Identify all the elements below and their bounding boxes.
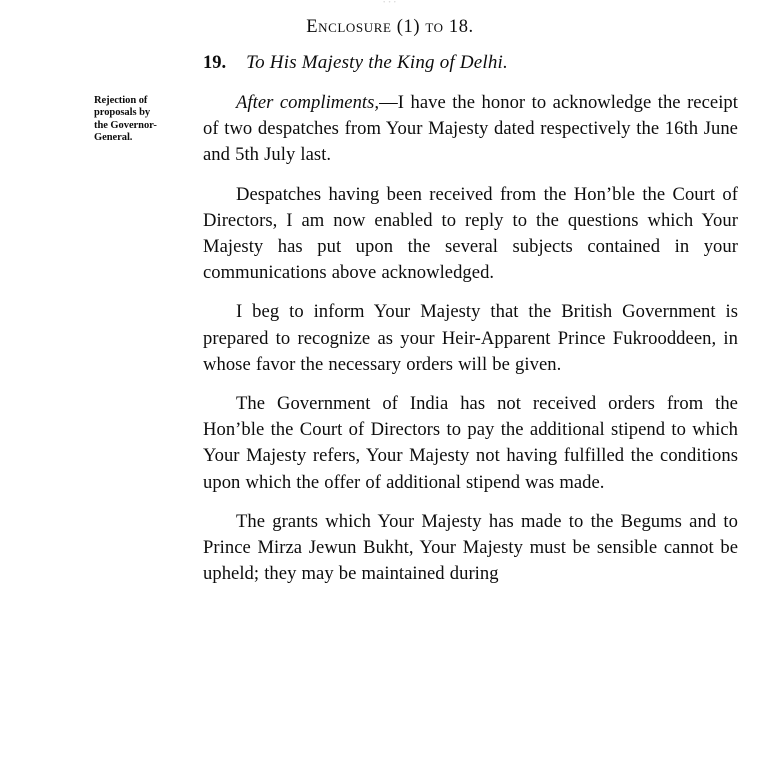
running-head-mark: ···	[382, 0, 398, 9]
paragraph	[203, 391, 738, 496]
section-number: 19.	[203, 53, 227, 73]
salutation-addressee: To His Majesty the King of Delhi.	[246, 52, 508, 73]
paragraph-text: The grants which Your Majesty has made to the Begums and to Prince Mirza Jewun Bukht, Your Majesty must be sensible cannot be upheld; they may be maintained during	[203, 510, 738, 585]
paragraph	[203, 509, 738, 588]
margin-note-line-2: proposals by	[94, 107, 151, 119]
paragraph-text: —I have the honor to acknowledge the receipt of two despatches from Your Majesty dated respectively the 16th June and 5th July last.	[203, 92, 738, 166]
margin-note	[94, 95, 198, 145]
salutation-line	[203, 52, 508, 74]
paragraph	[203, 299, 738, 378]
paragraph-lead-italic: After compliments,	[236, 92, 380, 113]
margin-note-line-4: General.	[94, 132, 133, 144]
paragraph-text: The Government of India has not received orders from the Hon’ble the Court of Directors to pay the additional stipend to which Your Majesty refers, Your Majesty not having fulfilled the conditions upon which the offer of additional stipend was made.	[203, 393, 738, 493]
body-column	[203, 90, 738, 587]
paragraph-text: I beg to inform Your Majesty that the British Government is prepared to recognize as your Heir-Apparent Prince Fukrooddeen, in whose favor the necessary orders will be given.	[203, 301, 738, 375]
paragraph	[203, 182, 738, 287]
margin-note-line-3: the Governor-	[94, 119, 157, 131]
paragraph-text: Despatches having been received from the Hon’ble the Court of Directors, I am now enabled to reply to the questions which Your Majesty has put upon the several subjects contained in your communications above acknowledged.	[203, 183, 738, 284]
enclosure-heading: Enclosure (1) to 18.	[306, 17, 474, 37]
paragraph	[203, 90, 738, 169]
margin-note-line-1: Rejection of	[94, 95, 148, 106]
